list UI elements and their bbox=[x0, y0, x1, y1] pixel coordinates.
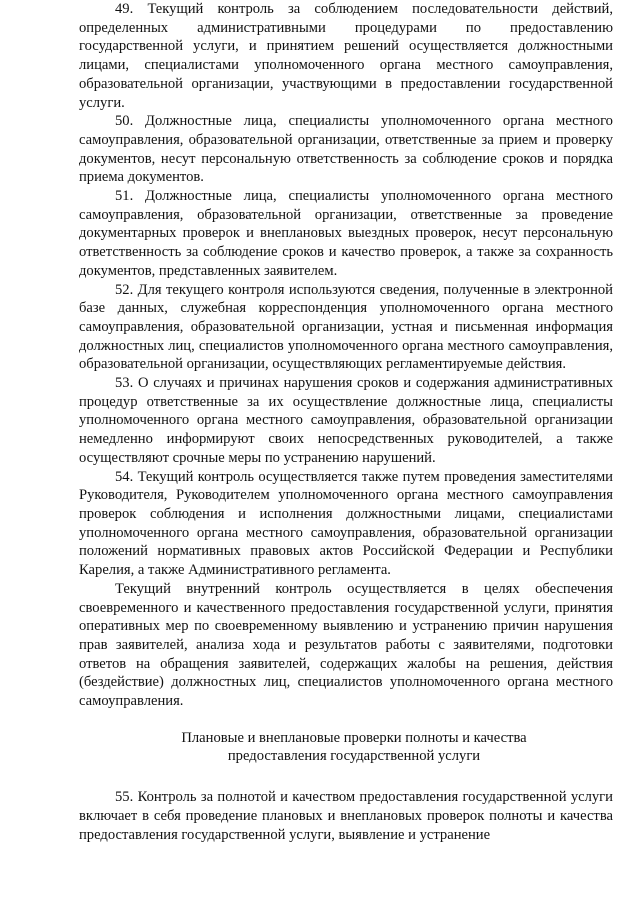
paragraph-text: Контроль за полнотой и качеством предоставления государственной услуги включает в себя проведение плановых и внеплановых проверок полноты и качества предоставления государственной услуги, выявление и устранение bbox=[79, 789, 613, 843]
paragraph-text: Текущий контроль осуществляется также путем проведения заместителями Руководителя, Руководителем уполномоченного органа местного самоуправления проверок соблюдения и исполнения должностными лицами, специалистами уполномоченного органа местного самоуправления, образовательной организации положений нормативных правовых актов Российской Федерации и Республики Карелия, а также Административного регламента. bbox=[79, 468, 613, 579]
section-heading bbox=[79, 729, 613, 766]
spacer bbox=[79, 766, 613, 788]
paragraph-51 bbox=[79, 187, 613, 281]
paragraph-number: 49. bbox=[115, 1, 134, 17]
paragraph-53 bbox=[79, 374, 613, 468]
section-heading-line-2: предоставления государственной услуги bbox=[227, 748, 481, 765]
paragraph-number: 52. bbox=[115, 281, 134, 298]
paragraph-text: Должностные лица, специалисты уполномоченного органа местного самоуправления, образовательной организации, ответственные за прием и проверку документов, несут персональную ответственность за соблюдение сроков и порядка приема документов. bbox=[79, 113, 613, 186]
paragraph-54 bbox=[79, 468, 613, 580]
paragraph-text: Текущий внутренний контроль осуществляется в целях обеспечения своевременного и качественного предоставления государственной услуги, принятия оперативных мер по своевременному выявлению и устранению причин нарушения прав заявителей, анализа хода и результатов работы с заявителями, подготовки ответов на обращения заявителей, содержащих жалобы на решения, действия (бездействие) должностных лиц, специалистов уполномоченного органа местного самоуправления. bbox=[79, 580, 613, 710]
paragraph-number: 50. bbox=[115, 113, 134, 130]
paragraph-text: Для текущего контроля используются сведения, полученные в электронной базе данных, служебная корреспонденция уполномоченного органа местного самоуправления, образовательной организации, устная и письменная информация должностных лиц, специалистов уполномоченного органа местного самоуправления, образовательной организации, осуществляющих регламентируемые действия. bbox=[79, 281, 613, 373]
section-heading-line-1: Плановые и внеплановые проверки полноты и качества bbox=[181, 729, 527, 746]
paragraph-number: 51. bbox=[115, 188, 134, 205]
spacer bbox=[79, 711, 613, 729]
paragraph-text: О случаях и причинах нарушения сроков и содержания административных процедур ответственные за их осуществление должностные лица, специалисты уполномоченного органа местного самоуправления, образовательной организации немедленно информируют своих непосредственных руководителей, а также осуществляют срочные меры по устранению нарушений. bbox=[79, 375, 613, 466]
paragraph-text: Должностные лица, специалисты уполномоченного органа местного самоуправления, образовательной организации, ответственные за проведение документарных проверок и внеплановых выездных проверок, несут персональную ответственность за соблюдение сроков и качество проверок, а также за сохранность документов, представленных заявителем. bbox=[79, 188, 613, 279]
paragraph-55 bbox=[79, 788, 613, 844]
document-page bbox=[79, 0, 613, 844]
paragraph-text: Текущий контроль за соблюдением последовательности действий, определенных административными процедурами по предоставлению государственной услуги, и принятием решений осуществляется должностными лицами, специалистами уполномоченного органа местного самоуправления, образовательной организации, участвующими в предоставлении государственной услуги. bbox=[79, 1, 613, 111]
paragraph-number: 53. bbox=[115, 375, 134, 392]
paragraph-number: 55. bbox=[115, 789, 134, 806]
paragraph-number: 54. bbox=[115, 468, 134, 485]
paragraph-internal-control bbox=[79, 580, 613, 711]
paragraphs-bottom bbox=[79, 788, 613, 844]
paragraphs-top bbox=[79, 0, 613, 711]
paragraph-49 bbox=[79, 0, 613, 112]
paragraph-52 bbox=[79, 281, 613, 375]
paragraph-50 bbox=[79, 112, 613, 187]
